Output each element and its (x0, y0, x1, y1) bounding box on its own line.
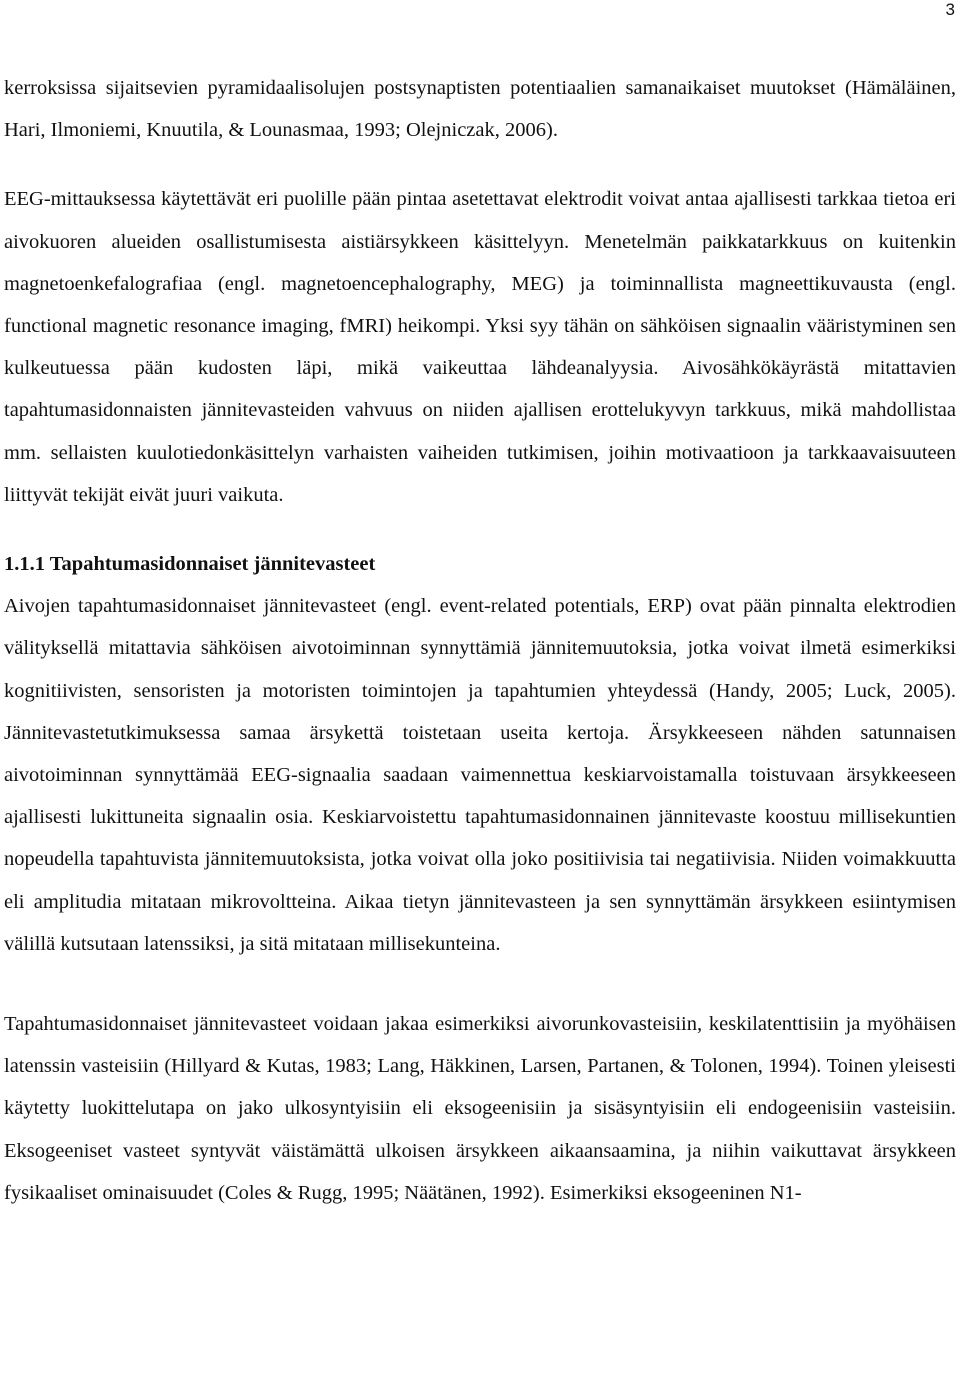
paragraph-eeg-origin: kerroksissa sijaitsevien pyramidaalisolujen postsynaptisten potentiaalien samanaikaiset muutokset (Hämäläinen, Hari, Ilmoniemi, Knuutila, & Lounasmaa, 1993; Olejniczak, 2006). (4, 77, 956, 142)
paragraph-eeg-measurement: EEG-mittauksessa käytettävät eri puolille pään pintaa asetettavat elektrodit voivat antaa ajallisesti tarkkaa tietoa eri aivokuoren alueiden osallistumisesta aistiärsykkeen käsittelyyn. Menetelmän paikkatarkkuus on kuitenkin magnetoenkefalografiaa (engl. magnetoencephalography, MEG) ja toiminnallista magneettikuvausta (engl. functional magnetic resonance imaging, fMRI) heikompi. Yksi syy tähän on sähköisen signaalin vääristyminen sen kulkeutuessa pään kudosten läpi, mikä vaikeuttaa lähdeanalyysia. Aivosähkökäyrästä mitattavien tapahtumasidonnaisten jännitevasteiden vahvuus on niiden ajallisen erottelukyvyn tarkkuus, mikä mahdollistaa mm. sellaisten kuulotiedonkäsittelyn varhaisten vaiheiden tutkimisen, joihin motivaatioon ja tarkkaavaisuuteen liittyvät tekijät eivät juuri vaikuta. (4, 188, 956, 506)
document-page (4, 67, 956, 1214)
section-heading: 1.1.1 Tapahtumasidonnaiset jännitevasteet (4, 553, 376, 576)
page-number: 3 (945, 0, 955, 19)
paragraph-erp-classification: Tapahtumasidonnaiset jännitevasteet voidaan jakaa esimerkiksi aivorunkovasteisiin, keskilatenttisiin ja myöhäisen latenssin vasteisiin (Hillyard & Kutas, 1983; Lang, Häkkinen, Larsen, Partanen, & Tolonen, 1994). Toinen yleisesti käytetty luokittelutapa on jako ulkosyntyisiin eli eksogeenisiin ja sisäsyntyisiin eli endogeenisiin vasteisiin. Eksogeeniset vasteet syntyvät väistämättä ulkoisen ärsykkeen aikaansaamina, ja niihin vaikuttavat ärsykkeen fysikaaliset ominaisuudet (Coles & Rugg, 1995; Näätänen, 1992). Esimerkiksi eksogeeninen N1- (4, 1013, 956, 1204)
paragraph-erp-definition: Aivojen tapahtumasidonnaiset jännitevasteet (engl. event-related potentials, ERP) ovat pään pinnalta elektrodien välityksellä mitattavia sähköisen aivotoiminnan synnyttämiä jännitemuutoksia, jotka voivat ilmetä esimerkiksi kognitiivisten, sensoristen ja motoristen toimintojen ja tapahtumien yhteydessä (Handy, 2005; Luck, 2005). Jännitevastetutkimuksessa samaa ärsykettä toistetaan useita kertoja. Ärsykkeeseen nähden satunnaisen aivotoiminnan synnyttämää EEG-signaalia saadaan vaimennettua keskiarvoistamalla toistuvaan ärsykkeeseen ajallisesti lukittuneita signaalin osia. Keskiarvoistettu tapahtumasidonnainen jännitevaste koostuu millisekuntien nopeudella tapahtuvista jännitemuutoksista, jotka voivat olla joko positiivisia tai negatiivisia. Niiden voimakkuutta eli amplitudia mitataan mikrovoltteina. Aikaa tietyn jännitevasteen ja sen synnyttämän ärsykkeen esiintymisen välillä kutsutaan latenssiksi, ja sitä mitataan millisekunteina. (4, 595, 956, 955)
